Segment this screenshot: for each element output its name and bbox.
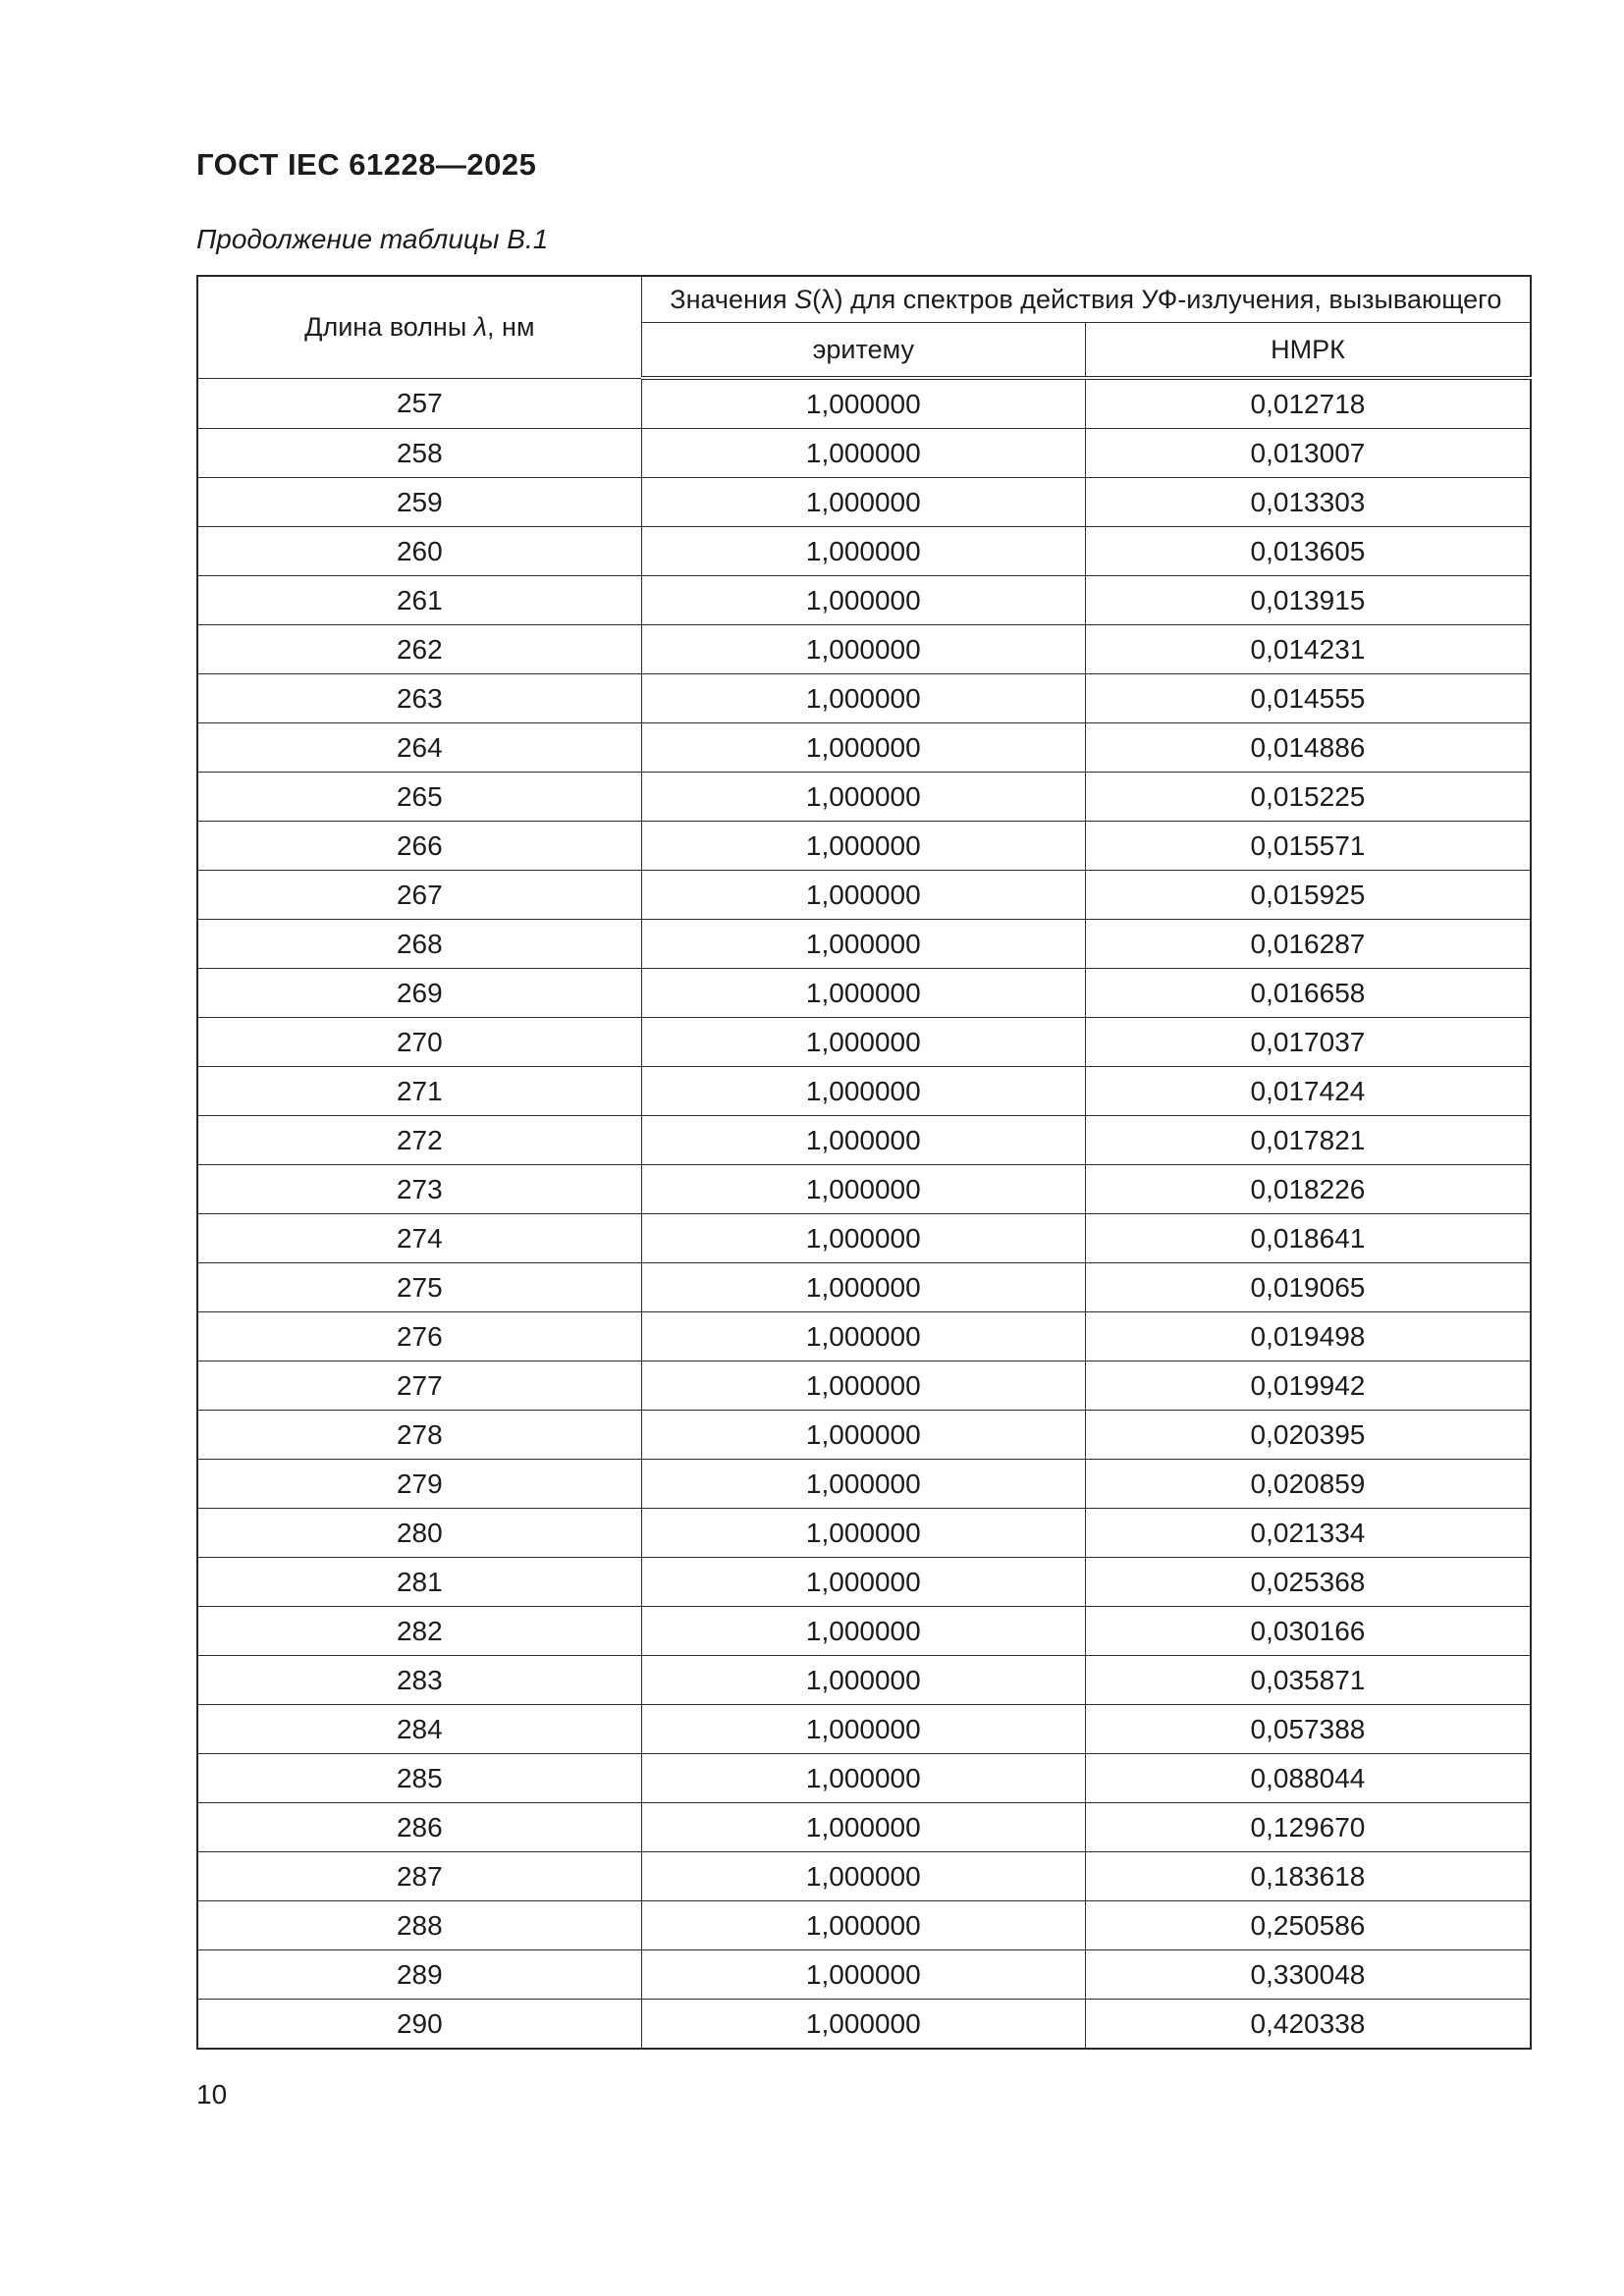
cell-erythema: 1,000000 (641, 1214, 1085, 1263)
table-row (197, 1067, 1531, 1116)
cell-wavelength: 271 (197, 1067, 641, 1116)
cell-wavelength: 269 (197, 969, 641, 1018)
subheader-erythema: эритему (641, 323, 1085, 379)
page-number: 10 (196, 2079, 228, 2109)
cell-wavelength: 279 (197, 1460, 641, 1509)
table-header-row-top (197, 276, 1531, 323)
cell-erythema: 1,000000 (641, 1116, 1085, 1165)
table-row (197, 920, 1531, 969)
cell-erythema: 1,000000 (641, 1165, 1085, 1214)
table-row (197, 1214, 1531, 1263)
table-row (197, 1165, 1531, 1214)
table-row (197, 674, 1531, 723)
cell-nmrk: 0,017424 (1085, 1067, 1531, 1116)
cell-nmrk: 0,129670 (1085, 1803, 1531, 1852)
cell-nmrk: 0,021334 (1085, 1509, 1531, 1558)
cell-wavelength: 266 (197, 822, 641, 871)
cell-nmrk: 0,088044 (1085, 1754, 1531, 1803)
cell-nmrk: 0,015571 (1085, 822, 1531, 871)
col-header-wavelength (197, 276, 641, 378)
table-row (197, 1950, 1531, 2000)
cell-nmrk: 0,018641 (1085, 1214, 1531, 1263)
cell-wavelength: 278 (197, 1411, 641, 1460)
table-row (197, 2000, 1531, 2050)
cell-wavelength: 270 (197, 1018, 641, 1067)
cell-nmrk: 0,420338 (1085, 2000, 1531, 2050)
cell-wavelength: 259 (197, 478, 641, 527)
table-row (197, 1558, 1531, 1607)
table-row (197, 773, 1531, 822)
cell-erythema: 1,000000 (641, 378, 1085, 429)
cell-nmrk: 0,014231 (1085, 625, 1531, 674)
table-row (197, 1754, 1531, 1803)
cell-wavelength: 273 (197, 1165, 641, 1214)
cell-erythema: 1,000000 (641, 1411, 1085, 1460)
cell-erythema: 1,000000 (641, 1558, 1085, 1607)
cell-nmrk: 0,013303 (1085, 478, 1531, 527)
wavelength-header-suffix: , нм (487, 311, 535, 342)
cell-erythema: 1,000000 (641, 920, 1085, 969)
cell-erythema: 1,000000 (641, 527, 1085, 576)
cell-wavelength: 257 (197, 378, 641, 429)
cell-erythema: 1,000000 (641, 773, 1085, 822)
cell-nmrk: 0,013605 (1085, 527, 1531, 576)
table-row (197, 1705, 1531, 1754)
cell-nmrk: 0,016658 (1085, 969, 1531, 1018)
cell-erythema: 1,000000 (641, 625, 1085, 674)
cell-nmrk: 0,015225 (1085, 773, 1531, 822)
cell-nmrk: 0,014886 (1085, 723, 1531, 773)
cell-nmrk: 0,020395 (1085, 1411, 1531, 1460)
table-row (197, 378, 1531, 429)
cell-wavelength: 284 (197, 1705, 641, 1754)
cell-erythema: 1,000000 (641, 1263, 1085, 1312)
cell-wavelength: 280 (197, 1509, 641, 1558)
cell-wavelength: 265 (197, 773, 641, 822)
cell-erythema: 1,000000 (641, 1656, 1085, 1705)
wavelength-lambda-symbol: λ (473, 311, 488, 342)
cell-nmrk: 0,012718 (1085, 378, 1531, 429)
values-header-prefix: Значения (670, 284, 795, 314)
table-row (197, 1362, 1531, 1411)
table-row (197, 1607, 1531, 1656)
table-body (197, 378, 1531, 2049)
table-row (197, 1656, 1531, 1705)
cell-nmrk: 0,014555 (1085, 674, 1531, 723)
table-row (197, 1018, 1531, 1067)
values-header-s-symbol: S (794, 284, 813, 314)
table-row (197, 1852, 1531, 1901)
cell-erythema: 1,000000 (641, 1705, 1085, 1754)
table-row (197, 822, 1531, 871)
cell-nmrk: 0,183618 (1085, 1852, 1531, 1901)
cell-erythema: 1,000000 (641, 429, 1085, 478)
table-row (197, 1803, 1531, 1852)
table-row (197, 1460, 1531, 1509)
cell-wavelength: 262 (197, 625, 641, 674)
cell-wavelength: 268 (197, 920, 641, 969)
cell-nmrk: 0,250586 (1085, 1901, 1531, 1950)
table-row (197, 576, 1531, 625)
table-row (197, 723, 1531, 773)
cell-nmrk: 0,017037 (1085, 1018, 1531, 1067)
cell-nmrk: 0,013007 (1085, 429, 1531, 478)
document-title: ГОСТ IEC 61228—2025 (196, 147, 537, 182)
cell-erythema: 1,000000 (641, 1067, 1085, 1116)
cell-wavelength: 258 (197, 429, 641, 478)
wavelength-header-prefix: Длина волны (304, 311, 474, 342)
cell-wavelength: 283 (197, 1656, 641, 1705)
values-header-suffix: (λ) для спектров действия УФ-излучения, вызывающего (812, 284, 1502, 314)
cell-nmrk: 0,019065 (1085, 1263, 1531, 1312)
cell-wavelength: 285 (197, 1754, 641, 1803)
table-row (197, 1116, 1531, 1165)
table-row (197, 1312, 1531, 1362)
cell-wavelength: 264 (197, 723, 641, 773)
cell-wavelength: 282 (197, 1607, 641, 1656)
table-row (197, 1411, 1531, 1460)
cell-wavelength: 263 (197, 674, 641, 723)
cell-wavelength: 274 (197, 1214, 641, 1263)
cell-erythema: 1,000000 (641, 576, 1085, 625)
table-row (197, 969, 1531, 1018)
table-row (197, 527, 1531, 576)
table-row (197, 478, 1531, 527)
cell-wavelength: 272 (197, 1116, 641, 1165)
cell-wavelength: 260 (197, 527, 641, 576)
table-row (197, 429, 1531, 478)
table-caption: Продолжение таблицы В.1 (196, 224, 549, 254)
table-row (197, 1901, 1531, 1950)
cell-wavelength: 275 (197, 1263, 641, 1312)
cell-wavelength: 288 (197, 1901, 641, 1950)
cell-nmrk: 0,016287 (1085, 920, 1531, 969)
cell-erythema: 1,000000 (641, 1754, 1085, 1803)
col-header-spectrum-values (641, 276, 1531, 323)
table-row (197, 625, 1531, 674)
cell-wavelength: 287 (197, 1852, 641, 1901)
cell-wavelength: 281 (197, 1558, 641, 1607)
cell-erythema: 1,000000 (641, 1312, 1085, 1362)
cell-erythema: 1,000000 (641, 1460, 1085, 1509)
cell-erythema: 1,000000 (641, 2000, 1085, 2050)
table-row (197, 1509, 1531, 1558)
cell-wavelength: 267 (197, 871, 641, 920)
cell-nmrk: 0,030166 (1085, 1607, 1531, 1656)
cell-nmrk: 0,019498 (1085, 1312, 1531, 1362)
cell-erythema: 1,000000 (641, 1509, 1085, 1558)
cell-nmrk: 0,017821 (1085, 1116, 1531, 1165)
cell-nmrk: 0,020859 (1085, 1460, 1531, 1509)
cell-erythema: 1,000000 (641, 822, 1085, 871)
cell-erythema: 1,000000 (641, 1950, 1085, 2000)
cell-nmrk: 0,018226 (1085, 1165, 1531, 1214)
cell-erythema: 1,000000 (641, 478, 1085, 527)
cell-wavelength: 286 (197, 1803, 641, 1852)
cell-erythema: 1,000000 (641, 1607, 1085, 1656)
cell-nmrk: 0,035871 (1085, 1656, 1531, 1705)
cell-wavelength: 277 (197, 1362, 641, 1411)
cell-wavelength: 276 (197, 1312, 641, 1362)
cell-erythema: 1,000000 (641, 723, 1085, 773)
cell-nmrk: 0,330048 (1085, 1950, 1531, 2000)
spectrum-values-table (196, 275, 1532, 2050)
cell-nmrk: 0,013915 (1085, 576, 1531, 625)
cell-erythema: 1,000000 (641, 871, 1085, 920)
cell-erythema: 1,000000 (641, 1803, 1085, 1852)
table-row (197, 1263, 1531, 1312)
cell-nmrk: 0,057388 (1085, 1705, 1531, 1754)
cell-erythema: 1,000000 (641, 1901, 1085, 1950)
cell-erythema: 1,000000 (641, 1362, 1085, 1411)
table-row (197, 871, 1531, 920)
subheader-nmrk: НМРК (1085, 323, 1531, 379)
cell-nmrk: 0,015925 (1085, 871, 1531, 920)
cell-wavelength: 289 (197, 1950, 641, 2000)
cell-wavelength: 261 (197, 576, 641, 625)
cell-erythema: 1,000000 (641, 674, 1085, 723)
cell-erythema: 1,000000 (641, 969, 1085, 1018)
cell-wavelength: 290 (197, 2000, 641, 2050)
cell-nmrk: 0,025368 (1085, 1558, 1531, 1607)
cell-erythema: 1,000000 (641, 1018, 1085, 1067)
cell-nmrk: 0,019942 (1085, 1362, 1531, 1411)
cell-erythema: 1,000000 (641, 1852, 1085, 1901)
